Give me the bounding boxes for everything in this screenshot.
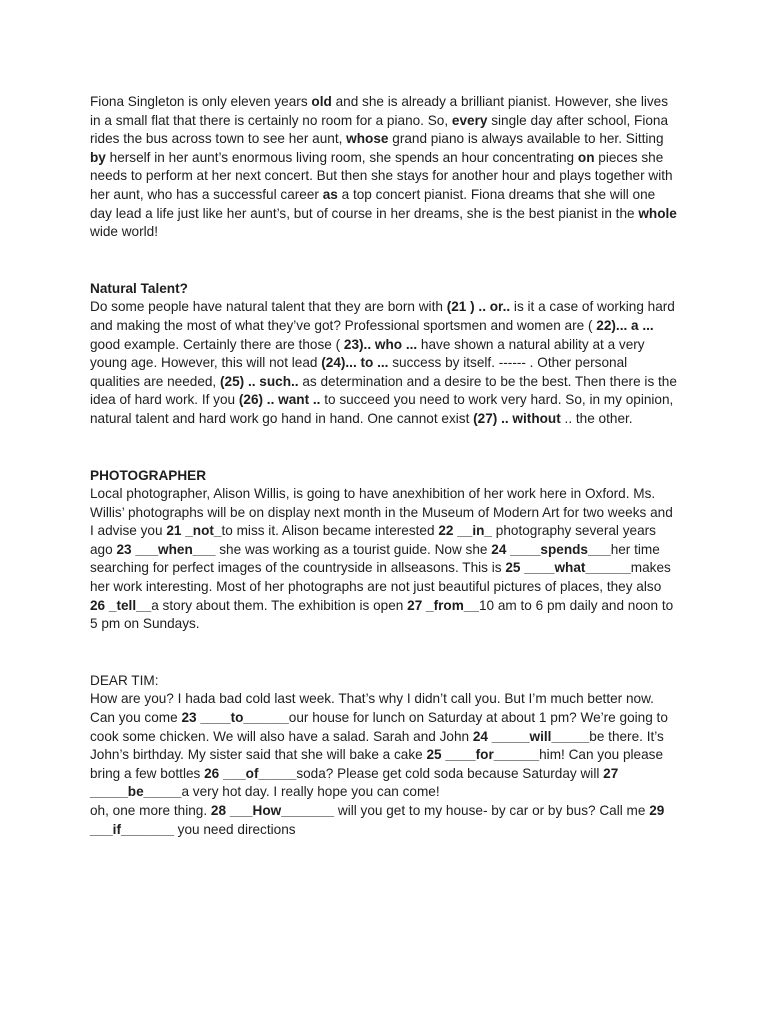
- natural-talent-paragraph: [90, 298, 680, 428]
- answer-text: 27 _____be_____: [90, 765, 619, 800]
- text-run: Fiona Singleton is only eleven years: [90, 94, 312, 109]
- photographer-section: [90, 467, 680, 634]
- text-run: pieces she needs to perform at her next concert. But then she stays for another hour and plays together with her aunt, who has a successful career: [90, 149, 673, 202]
- text-run: our house for lunch on Saturday at about 1 pm? We’re going to cook some chicken. We will also have a salad. Sarah and John: [90, 710, 668, 744]
- text-run: you need directions: [173, 821, 296, 837]
- text-run: herself in her aunt’s enormous living room, she spends an hour concentrating: [105, 149, 578, 165]
- answer-text: 26 _tell__: [90, 597, 152, 613]
- text-run: be there. It’s John’s birthday. My sister said that she will bake a cake: [90, 728, 664, 763]
- answer-text: (25) .. such..: [220, 373, 299, 389]
- text-run: she was working as a tourist guide. Now she: [215, 541, 492, 557]
- answer-text: 22)... a ...: [596, 317, 654, 333]
- text-run: Local photographer, Alison Willis, is going to have anexhibition of her work here in Oxford. Ms. Willis’ photographs will be on display next month in the Museum of Modern Art for two weeks and I advise you: [90, 486, 673, 539]
- answer-text: 23 ___when___: [116, 541, 216, 557]
- photographer-paragraph: [90, 485, 680, 634]
- text-run: as determination and a desire to be the best. Then there is the idea of hard work. If you: [90, 373, 677, 408]
- answer-text: as: [322, 186, 338, 202]
- text-run: him! Can you please bring a few bottles: [90, 747, 664, 781]
- answer-text: on: [577, 149, 595, 165]
- text-run: 10 am to 6 pm daily and noon to 5 pm on Sundays.: [90, 597, 674, 632]
- text-run: to miss it. Alison became interested: [221, 523, 439, 539]
- letter-section: [90, 672, 680, 839]
- fiona-section: [90, 93, 680, 242]
- text-run: makes her work interesting. Most of her photographs are not just beautiful pictures of places, they also: [90, 560, 671, 595]
- fiona-paragraph: [90, 93, 680, 242]
- text-run: photography several years ago: [90, 523, 656, 557]
- answer-text: by: [90, 149, 106, 165]
- text-run: a top concert pianist. Fiona dreams that she will one day lead a life just like her aunt’s, but of course in her dreams, she is the best pianist in the: [90, 186, 656, 221]
- text-run: .. the other.: [560, 410, 633, 426]
- text-run: How are you? I hada bad cold last week. That’s why I didn’t call you. But I’m much better now. Can you come: [90, 691, 654, 726]
- answer-text: every: [451, 112, 488, 128]
- text-run: success by itself. ------ . Other personal qualities are needed,: [90, 355, 628, 389]
- answer-text: 24 ____spends___: [491, 541, 611, 557]
- text-run: is it a case of working hard and making the most of what they’ve got? Professional sportsmen and women are (: [90, 299, 675, 333]
- answer-text: 27 _from__: [407, 597, 479, 613]
- text-run: oh, one more thing.: [90, 803, 211, 818]
- answer-text: 26 ___of_____: [204, 765, 297, 781]
- answer-text: (24)... to ...: [321, 355, 389, 371]
- answer-text: 23 ____to______: [181, 710, 289, 726]
- natural-talent-heading: Natural Talent?: [90, 280, 188, 296]
- text-run: Do some people have natural talent that they are born with: [90, 299, 447, 315]
- natural-talent-section: [90, 280, 680, 429]
- text-run: grand piano is always available to her. Sitting: [388, 131, 664, 147]
- answer-text: 29 ___if_______: [90, 803, 665, 837]
- text-run: and she is already a brilliant pianist. However, she lives in a small flat that there is certainly no room for a piano. So,: [90, 94, 669, 128]
- answer-text: 25 ____for______: [426, 747, 540, 763]
- letter-paragraph: [90, 672, 680, 839]
- text-run: good example. Certainly there are those (: [90, 336, 344, 352]
- answer-text: 28 ___How_______: [210, 803, 335, 818]
- answer-text: whole: [638, 205, 677, 221]
- text-run: her time searching for perfect images of the countryside in allseasons. This is: [90, 541, 660, 576]
- text-run: DEAR TIM:: [90, 672, 159, 688]
- answer-text: 25 ____what______: [505, 560, 631, 576]
- text-run: will you get to my house- by car or by bus? Call me: [334, 803, 650, 818]
- answer-text: whose: [346, 131, 389, 147]
- photographer-heading: PHOTOGRAPHER: [90, 467, 207, 483]
- answer-text: old: [311, 94, 332, 109]
- text-run: single day after school, Fiona rides the bus across town to see her aunt,: [90, 112, 669, 147]
- answer-text: 21 _not_: [166, 523, 222, 539]
- text-run: a story about them. The exhibition is open: [151, 597, 408, 613]
- text-run: to succeed you need to work very hard. So, in my opinion, natural talent and hard work go hand in hand. One cannot exist: [90, 392, 674, 426]
- answer-text: (27) .. without: [473, 410, 561, 426]
- text-run: soda? Please get cold soda because Saturday will: [296, 765, 604, 781]
- answer-text: (21 ) .. or..: [446, 299, 511, 315]
- text-run: wide world!: [90, 224, 158, 240]
- answer-text: 24 _____will_____: [472, 728, 590, 744]
- answer-text: 22 __in_: [438, 523, 492, 539]
- answer-text: 23).. who ...: [343, 336, 418, 352]
- text-run: have shown a natural ability at a very young age. However, this will not lead: [90, 336, 645, 371]
- document-page: [90, 93, 680, 839]
- text-run: a very hot day. I really hope you can come!: [181, 784, 440, 800]
- answer-text: (26) .. want ..: [238, 392, 321, 408]
